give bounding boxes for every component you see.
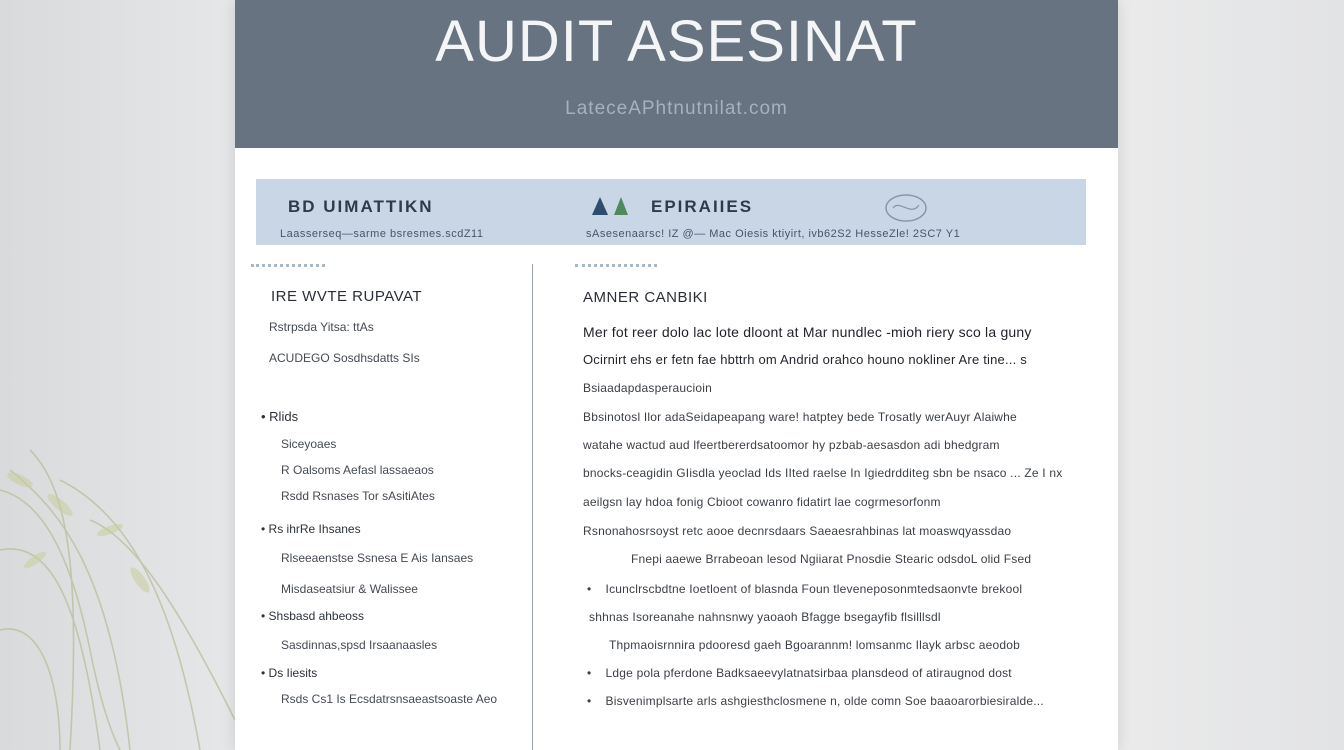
band-left-title: BD UIMATTIKN — [288, 197, 434, 216]
band-right-line: sAsesenaarsc! IZ @— Mac Oiesis ktiyirt, ivb62S2 HesseZle! 2SC7 Y1 — [586, 228, 961, 240]
info-band — [256, 179, 1086, 245]
left-item: Rsdd Rsnases Tor sAsitiAtes — [281, 489, 435, 503]
band-right-title: EPIRAIIES — [651, 197, 754, 216]
document-subtitle: LateceAPhtnutnilat.com — [565, 98, 788, 119]
right-bullet-text: Ldge pola pferdone Badksaeevylatnatsirbaa plansdeod of atiraugnod dost — [605, 666, 1012, 680]
right-dots — [575, 264, 657, 270]
right-bullet-item: • Ldge pola pferdone Badksaeevylatnatsirbaa plansdeod of atiraugnod dost — [587, 666, 1012, 680]
left-heading: IRE WVTE RUPAVAT — [271, 288, 423, 305]
right-line: Bsiaadapdasperaucioin — [583, 381, 712, 395]
right-bullet-text: Icunclrscbdtne Ioetloent of blasnda Foun tleveneposonmtedsaonvte brekool — [605, 582, 1023, 596]
stamp-icon — [881, 191, 931, 225]
left-item: Rlseeaenstse Ssnesa E Ais Iansaes — [281, 551, 474, 565]
right-bold-line-1: Mer fot reer dolo lac lote dloont at Mar nundlec -mioh riery sco la guny — [583, 324, 1032, 340]
left-item: Siceyoaes — [281, 437, 337, 451]
right-line: aeilgsn lay hdoa fonig Cbioot cowanro fidatirt lae cogrmesorfonm — [583, 495, 941, 509]
left-item: Rsds Cs1 Is Ecsdatrsnsaeastsoaste Aeo — [281, 692, 498, 706]
right-line: Bbsinotosl Ilor adaSeidapeapang ware! hatptey bede Trosatly werAuyr Alaiwhe — [583, 410, 1017, 424]
left-line-2: ACUDEGO Sosdhsdatts SIs — [269, 351, 420, 365]
document-title: AUDIT ASESINAT — [435, 9, 918, 74]
right-bullet-item: • Bisvenimplsarte arls ashgiesthclosmene n, olde comn Soe baaoarorbiesiralde... — [587, 694, 1044, 708]
right-line: bnocks-ceagidin GIisdla yeoclad Ids IIted raelse In Igiedrdditeg sbn be nsaco ... Ze I nx — [583, 466, 1063, 480]
right-bold-line-2: Ocirnirt ehs er fetn fae hbttrh om Andrid orahco houno nokliner Are tine... s — [583, 352, 1027, 367]
right-line: watahe wactud aud lfeertbererdsatoomor hy pzbab-aesasdon adi bhedgram — [583, 438, 1000, 452]
left-item: Sasdinnas,spsd Irsaanaasles — [281, 638, 438, 652]
triangle-icon — [590, 195, 636, 217]
right-bullet-text: Bisvenimplsarte arls ashgiesthclosmene n, olde comn Soe baaoarorbiesiralde... — [605, 694, 1044, 708]
left-bullet-3-label: Shsbasd ahbeoss — [268, 609, 364, 623]
left-bullet-2-label: Rs ihrRe Ihsanes — [268, 522, 361, 536]
right-bullet-item: • Icunclrscbdtne Ioetloent of blasnda Foun tleveneposonmtedsaonvte brekool — [587, 582, 1023, 596]
band-left-line: Laasserseq—sarme bsresmes.scdZ11 — [280, 228, 484, 240]
document-header — [235, 0, 1118, 148]
left-dots — [251, 264, 325, 270]
left-bullet-3: • Shsbasd ahbeoss — [261, 609, 364, 623]
right-line: shhnas Isoreanahe nahnsnwy yaoaoh Bfagge bsegayfib flsilllsdl — [589, 610, 941, 624]
right-line: Thpmaoisrnnira pdooresd gaeh Bgoarannm! lomsanmc Ilayk arbsc aeodob — [609, 638, 1020, 652]
left-item: Misdaseatsiur & Walissee — [281, 582, 418, 596]
document-page — [235, 0, 1118, 750]
right-line: Fnepi aaewe Brrabeoan lesod Ngiiarat Pnosdie Stearic odsdoL olid Fsed — [631, 552, 1032, 566]
left-bullet-1: • Rlids — [261, 409, 299, 424]
left-bullet-1-label: Rlids — [269, 409, 299, 424]
left-bullet-4-label: Ds Iiesits — [268, 666, 318, 680]
left-bullet-2: • Rs ihrRe Ihsanes — [261, 522, 361, 536]
left-item: R Oalsoms Aefasl lassaeaos — [281, 463, 434, 477]
left-line-1: Rstrpsda Yitsa: ttAs — [269, 320, 374, 334]
left-bullet-4: • Ds Iiesits — [261, 666, 318, 680]
column-divider — [532, 264, 533, 750]
right-heading: AMNER CANBIKI — [583, 289, 708, 306]
plant-decoration — [0, 430, 235, 750]
right-line: Rsnonahosrsoyst retc aooe decnrsdaars Saeaesrahbinas lat moaswqyassdao — [583, 524, 1012, 538]
